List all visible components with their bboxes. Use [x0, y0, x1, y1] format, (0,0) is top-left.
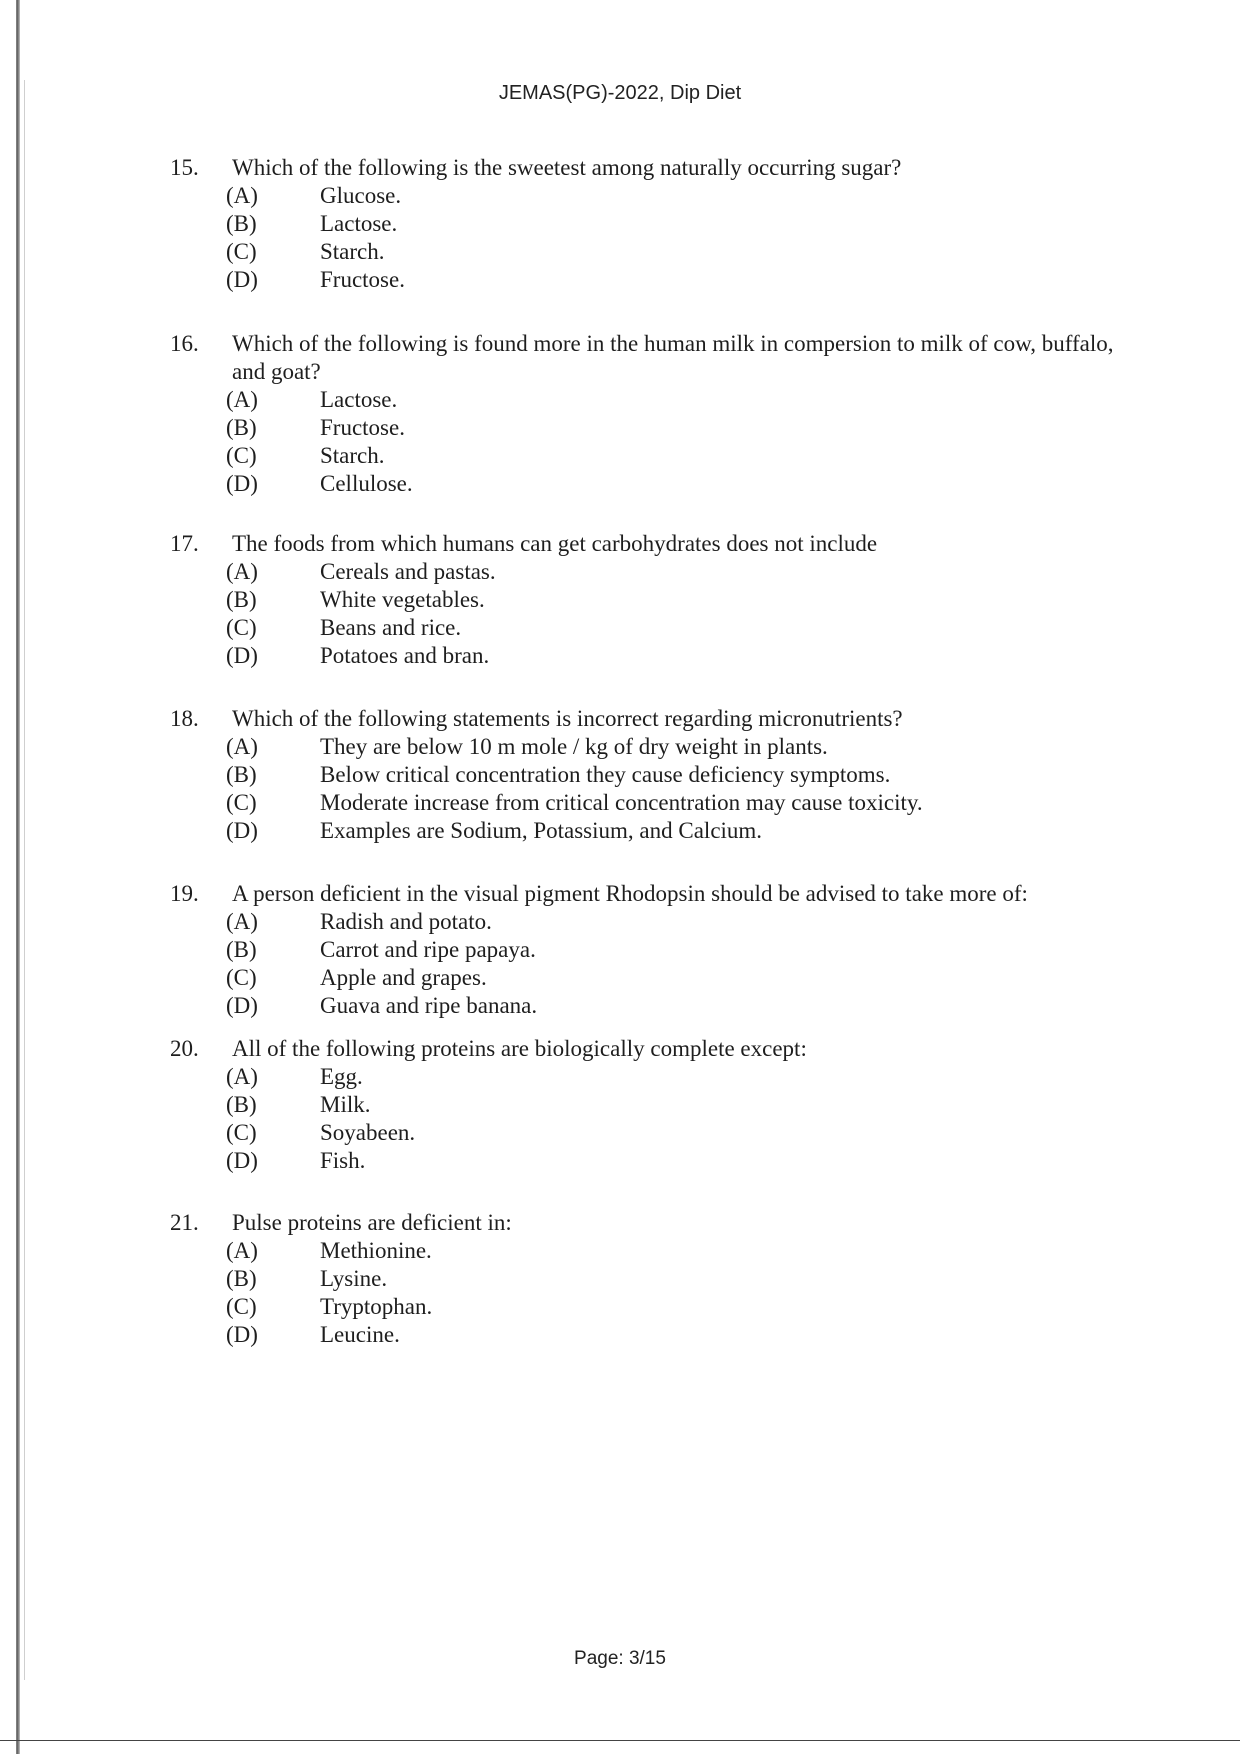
question-text: Which of the following is the sweetest among naturally occurring sugar?	[232, 155, 902, 180]
question-number: 15.	[170, 155, 199, 180]
option-text: Lactose.	[320, 387, 398, 412]
scan-binding-edge	[16, 0, 20, 1754]
option-c	[226, 789, 1130, 817]
question-21	[170, 1209, 1130, 1349]
option-b	[226, 210, 1130, 238]
option-text: Egg.	[320, 1064, 363, 1089]
option-label: (D)	[226, 1148, 258, 1173]
option-label: (D)	[226, 471, 258, 496]
question-stem	[170, 530, 1130, 558]
question-text: The foods from which humans can get carbohydrates does not include	[232, 531, 878, 556]
option-label: (B)	[226, 1092, 257, 1117]
option-label: (B)	[226, 1266, 257, 1291]
option-c	[226, 614, 1130, 642]
question-number: 18.	[170, 706, 199, 731]
option-label: (A)	[226, 183, 258, 208]
option-label: (A)	[226, 387, 258, 412]
option-c	[226, 1119, 1130, 1147]
question-stem	[170, 1035, 1130, 1063]
question-number: 17.	[170, 531, 199, 556]
question-number: 16.	[170, 331, 199, 356]
page-header: JEMAS(PG)-2022, Dip Diet	[498, 82, 742, 104]
question-stem	[170, 880, 1130, 908]
scan-edge-line	[24, 80, 25, 1680]
option-a	[226, 558, 1130, 586]
option-b	[226, 1091, 1130, 1119]
option-text: Beans and rice.	[320, 615, 462, 640]
question-text: Pulse proteins are deficient in:	[232, 1210, 512, 1235]
option-text: Glucose.	[320, 183, 402, 208]
question-text: Which of the following is found more in the human milk in compersion to milk of cow, buffalo, and goat?	[232, 331, 1114, 384]
option-label: (C)	[226, 443, 257, 468]
question-stem	[170, 330, 1130, 386]
option-label: (A)	[226, 1238, 258, 1263]
option-label: (B)	[226, 415, 257, 440]
question-number: 19.	[170, 881, 199, 906]
question-16	[170, 330, 1130, 498]
option-a	[226, 182, 1130, 210]
option-b	[226, 414, 1130, 442]
option-label: (C)	[226, 965, 257, 990]
option-d	[226, 1321, 1130, 1349]
option-text: They are below 10 m mole / kg of dry weight in plants.	[320, 734, 828, 759]
option-label: (B)	[226, 587, 257, 612]
question-20	[170, 1035, 1130, 1175]
option-d	[226, 266, 1130, 294]
option-text: Apple and grapes.	[320, 965, 487, 990]
option-label: (C)	[226, 1120, 257, 1145]
option-c	[226, 1293, 1130, 1321]
option-text: Tryptophan.	[320, 1294, 433, 1319]
option-text: Fish.	[320, 1148, 366, 1173]
option-text: Cellulose.	[320, 471, 413, 496]
option-label: (A)	[226, 1064, 258, 1089]
option-d	[226, 817, 1130, 845]
option-text: Fructose.	[320, 267, 405, 292]
option-label: (D)	[226, 1322, 258, 1347]
option-text: Carrot and ripe papaya.	[320, 937, 536, 962]
option-label: (A)	[226, 909, 258, 934]
option-a	[226, 386, 1130, 414]
question-19	[170, 880, 1130, 1020]
question-text: All of the following proteins are biologically complete except:	[232, 1036, 807, 1061]
option-d	[226, 642, 1130, 670]
page-number: Page: 3/15	[574, 1648, 666, 1669]
option-text: White vegetables.	[320, 587, 485, 612]
option-text: Soyabeen.	[320, 1120, 416, 1145]
option-label: (C)	[226, 1294, 257, 1319]
option-d	[226, 1147, 1130, 1175]
option-label: (B)	[226, 937, 257, 962]
question-stem	[170, 1209, 1130, 1237]
question-number: 21.	[170, 1210, 199, 1235]
option-label: (C)	[226, 790, 257, 815]
option-text: Lysine.	[320, 1266, 388, 1291]
option-b	[226, 761, 1130, 789]
option-text: Potatoes and bran.	[320, 643, 490, 668]
option-text: Starch.	[320, 239, 385, 264]
option-label: (A)	[226, 734, 258, 759]
option-label: (D)	[226, 818, 258, 843]
option-a	[226, 908, 1130, 936]
option-b	[226, 936, 1130, 964]
option-text: Examples are Sodium, Potassium, and Calcium.	[320, 818, 763, 843]
option-text: Leucine.	[320, 1322, 400, 1347]
option-c	[226, 964, 1130, 992]
option-text: Below critical concentration they cause deficiency symptoms.	[320, 762, 891, 787]
option-text: Cereals and pastas.	[320, 559, 496, 584]
option-text: Guava and ripe banana.	[320, 993, 538, 1018]
option-text: Lactose.	[320, 211, 398, 236]
question-text: A person deficient in the visual pigment Rhodopsin should be advised to take more of:	[232, 881, 1028, 906]
option-b	[226, 586, 1130, 614]
option-label: (A)	[226, 559, 258, 584]
question-stem	[170, 154, 1130, 182]
option-c	[226, 442, 1130, 470]
question-15	[170, 154, 1130, 294]
option-label: (C)	[226, 239, 257, 264]
option-text: Milk.	[320, 1092, 371, 1117]
option-text: Starch.	[320, 443, 385, 468]
option-label: (C)	[226, 615, 257, 640]
option-d	[226, 992, 1130, 1020]
option-text: Radish and potato.	[320, 909, 492, 934]
option-d	[226, 470, 1130, 498]
option-a	[226, 1063, 1130, 1091]
option-label: (D)	[226, 993, 258, 1018]
option-text: Methionine.	[320, 1238, 432, 1263]
question-17	[170, 530, 1130, 670]
question-text: Which of the following statements is incorrect regarding micronutrients?	[232, 706, 903, 731]
option-label: (D)	[226, 267, 258, 292]
option-label: (B)	[226, 762, 257, 787]
option-a	[226, 733, 1130, 761]
option-b	[226, 1265, 1130, 1293]
bottom-rule	[0, 1740, 1240, 1741]
option-label: (B)	[226, 211, 257, 236]
option-a	[226, 1237, 1130, 1265]
question-number: 20.	[170, 1036, 199, 1061]
option-text: Fructose.	[320, 415, 405, 440]
question-18	[170, 705, 1130, 845]
question-stem	[170, 705, 1130, 733]
option-text: Moderate increase from critical concentration may cause toxicity.	[320, 790, 923, 815]
option-label: (D)	[226, 643, 258, 668]
option-c	[226, 238, 1130, 266]
